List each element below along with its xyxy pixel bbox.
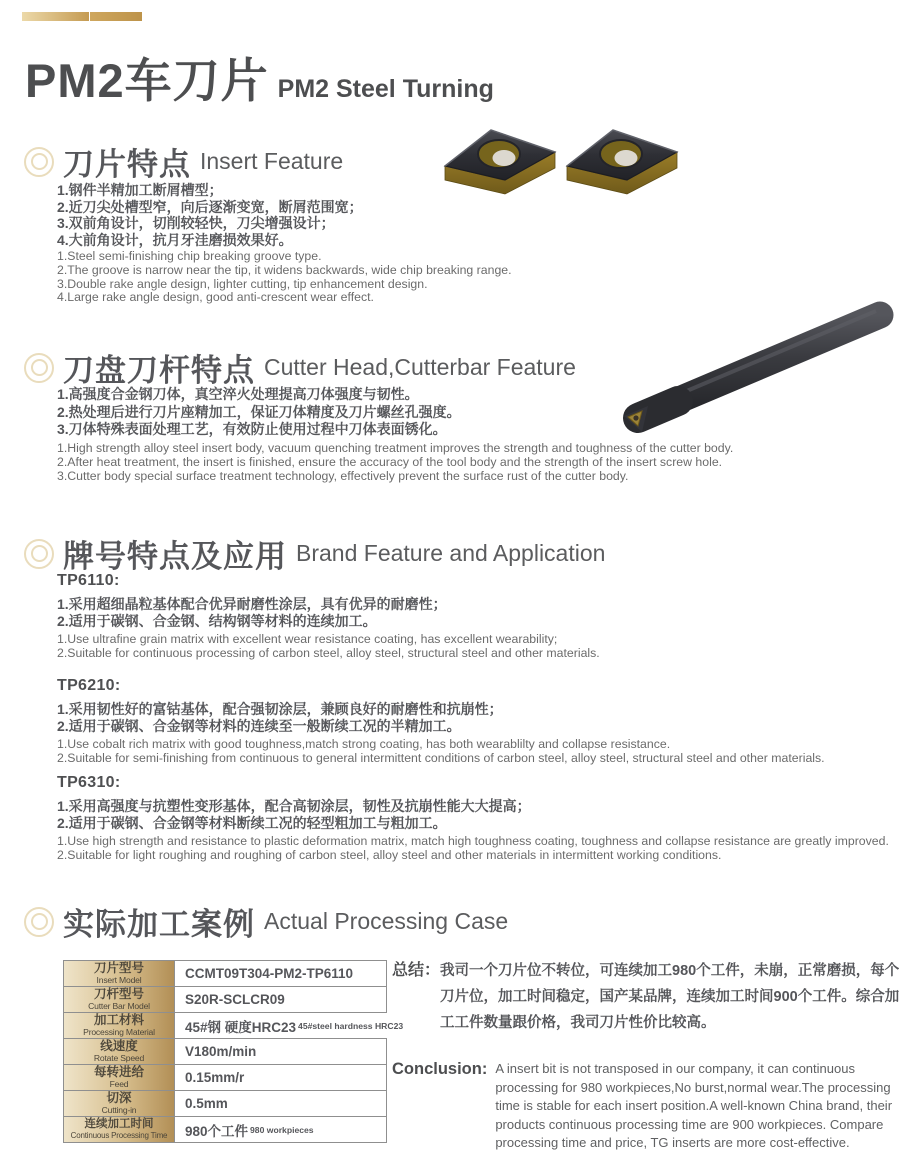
ring-icon [24,353,54,383]
list-item: 1.Use ultrafine grain matrix with excellent wear resistance coating, has excellent wearability; [57,632,558,646]
list-item: 2.适用于碳钢、合金钢等材料断续工况的轻型粗加工与粗加工。 [57,815,447,831]
list-item: 2.The groove is narrow near the tip, it widens backwards, wide chip breaking range. [57,262,512,277]
table-row [64,1013,404,1039]
ring-icon [24,539,54,569]
boring-bar-photo [608,290,906,455]
brand-name: TP6310: [57,774,121,791]
section-heading-en: Brand Feature and Application [296,540,606,566]
page-title-en: PM2 Steel Turning [277,75,494,103]
accent-bar-segment [90,12,142,21]
list-item: 1.High strength alloy steel insert body, vacuum quenching treatment improves the strength and toughness of the cutter body. [57,440,734,455]
table-row [64,961,386,987]
table-row [64,1039,386,1065]
carbide-insert-photo [441,118,681,218]
spec-value: S20R-SCLCR09 [175,987,386,1012]
list-item: 2.Suitable for continuous processing of carbon steel, alloy steel, structural steel and other materials. [57,646,600,661]
summary-cn-label: 总结： [392,962,441,979]
list-item: 3.双前角设计，切削较轻快，刀尖增强设计； [57,215,335,231]
section-heading-cn: 刀片特点 [63,147,191,182]
list-item: 2.After heat treatment, the insert is finished, ensure the accuracy of the tool body and the strength of the insert screw hole. [57,454,723,469]
list-item: 2.Suitable for semi-finishing from continuous to general intermittent conditions of carbon steel, alloy steel, structural steel and other materials. [57,751,825,766]
list-item: 1.Use high strength and resistance to plastic deformation matrix, match high toughness coating, toughness and collapse resistance are greatly improved. [57,834,889,848]
table-row [64,987,386,1013]
list-item: 2.适用于碳钢、合金钢、结构钢等材料的连续加工。 [57,613,377,629]
list-item: 1.Use cobalt rich matrix with good toughness,match strong coating, has both wearablilty and collapse resistance. [57,737,671,751]
list-item: 3.Double rake angle design, lighter cutting, tip enhancement design. [57,276,428,291]
section-heading-en: Insert Feature [200,148,344,174]
spec-label: 刀杆型号 Cutter Bar Model [64,987,175,1012]
spec-label: 线速度 Rotate Speed [64,1039,175,1064]
spec-label: 加工材料 Processing Material [64,1013,175,1038]
page-title-cn: PM2车刀片 [25,54,269,107]
insert-photos [441,118,681,218]
spec-value: V180m/min [175,1039,386,1064]
spec-label: 切深 Cutting-in [64,1091,175,1116]
summary-cn-text: 我司一个刀片位不转位，可连续加工980个工件，未崩，正常磨损，每个刀片位，加工时间稳定，国产某品牌，连续加工时间900个工件。综合加工工件数量跟价格，我司刀片性价比较高。 [440,963,900,1031]
spec-value: 45#钢 硬度HRC23 45#steel hardness HRC23 [175,1013,403,1038]
section-heading-cn: 实际加工案例 [63,907,255,942]
spec-value: 980个工件 980 workpieces [175,1117,386,1142]
summary-en-label: Conclusion: [392,1060,488,1078]
brand-name: TP6210: [57,677,121,694]
processing-case-table [63,960,404,1143]
section-processing-case-heading [24,899,508,944]
boring-bar-image [608,290,906,455]
summary-en [392,1060,904,1153]
table-row [64,1091,386,1117]
table-row [64,1117,386,1143]
list-item: 2.Suitable for light roughing and roughing of carbon steel, alloy steel and other materials in intermittent working conditions. [57,848,722,863]
section-heading-en: Cutter Head,Cutterbar Feature [264,354,576,380]
spec-value: 0.5mm [175,1091,386,1116]
ring-icon [24,147,54,177]
list-item: 3.Cutter body special surface treatment technology, effectively prevent the surface rust of the cutter body. [57,468,629,483]
section-brand-feature-heading [24,531,605,576]
section-heading-cn: 刀盘刀杆特点 [63,353,255,388]
brand-block-tp6110 [57,572,600,660]
section-heading-en: Actual Processing Case [264,908,509,934]
spec-value: 0.15mm/r [175,1065,386,1090]
list-item: 1.采用超细晶粒基体配合优异耐磨性涂层，具有优异的耐磨性； [57,596,447,612]
accent-bar [22,12,142,21]
spec-label: 每转进给 Feed [64,1065,175,1090]
list-item: 2.适用于碳钢、合金钢等材料的连续至一般断续工况的半精加工。 [57,718,461,734]
section-cutterbar-feature-heading [24,345,576,390]
list-item: 2.近刀尖处槽型窄，向后逐渐变宽，断屑范围宽； [57,198,363,215]
list-item: 3.刀体特殊表面处理工艺，有效防止使用过程中刀体表面锈化。 [57,421,447,437]
brand-block-tp6210 [57,677,825,765]
brand-name: TP6110: [57,572,120,589]
summary-block [392,958,904,1153]
page-title [25,44,494,111]
list-item: 1.采用韧性好的富钴基体，配合强韧涂层，兼顾良好的耐磨性和抗崩性； [57,701,503,717]
table-row [64,1065,386,1091]
section-insert-feature-heading [24,139,343,184]
spec-label: 刀片型号 Insert Model [64,961,175,986]
list-item: 1.钢件半精加工断屑槽型； [57,182,223,198]
spec-value: CCMT09T304-PM2-TP6110 [175,961,386,986]
ring-icon [24,907,54,937]
summary-en-text: A insert bit is not transposed in our company, it can continuous processing for 980 workpieces,No burst,normal wear.The processing time is stable for each insert position.A well-known China brand, their products continuous processing time are 900 workpieces. Compare processing time and price, TG inserts are more cost-effective. [495,1061,893,1150]
list-item: 4.Large rake angle design, good anti-crescent wear effect. [57,290,374,305]
list-item: 2.热处理后进行刀片座精加工，保证刀体精度及刀片螺丝孔强度。 [57,403,461,420]
accent-bar-segment [22,12,89,21]
section-heading-cn: 牌号特点及应用 [63,539,287,574]
list-item: 4.大前角设计，抗月牙洼磨损效果好。 [57,231,293,248]
list-item: 1.高强度合金钢刀体，真空淬火处理提高刀体强度与韧性。 [57,386,419,402]
brand-block-tp6310 [57,774,889,862]
list-item: 1.采用高强度与抗塑性变形基体，配合高韧涂层，韧性及抗崩性能大大提高； [57,798,531,814]
spec-label: 连续加工时间 Continuous Processing Time [64,1117,175,1142]
list-item: 1.Steel semi-finishing chip breaking groove type. [57,249,322,263]
summary-cn [392,958,904,1036]
